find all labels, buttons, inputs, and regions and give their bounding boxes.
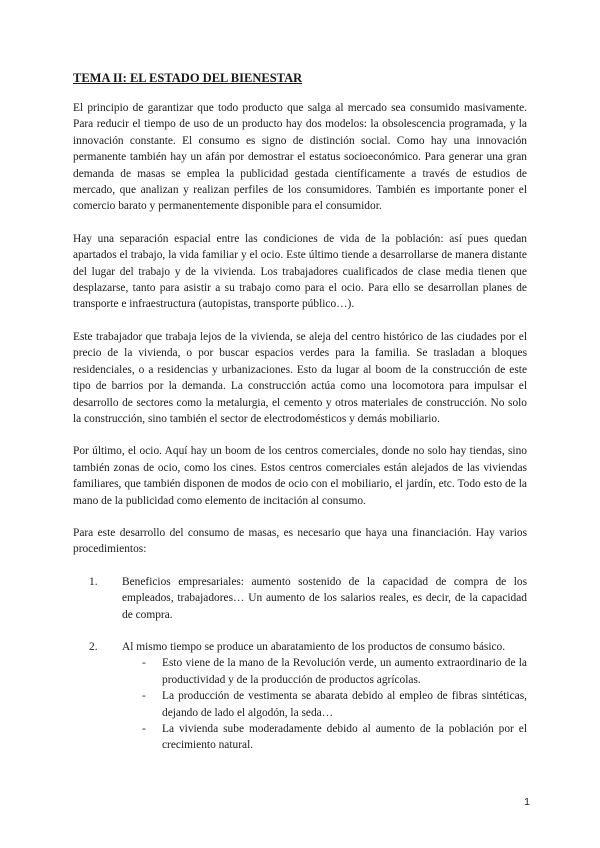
paragraph: Hay una separación espacial entre las condiciones de vida de la población: así pues quedan apartados el trabajo, la vida familiar y el ocio. Este último tiende a desarrollarse de manera distante del lugar del trabajo y de la vivienda. Los trabajadores cualificados de clase media tienen que desplazarse, tanto para asistir a su trabajo como para el ocio. Para ello se desarrollan planes de transporte e infraestructura (autopistas, transporte público…). [73, 232, 527, 311]
paragraph: El principio de garantizar que todo producto que salga al mercado sea consumido masivamente. Para reducir el tiempo de uso de un producto hay dos modelos: la obsolescencia programada, y la innovación constante. El consumo es signo de distinción social. Como hay una innovación permanente también hay un afán por demostrar el estatus socioeconómico. Para generar una gran demanda de masas se emplea la publicidad gestada científicamente a través de estudios de mercado, que analizan y realizan perfiles de los consumidores. También es importante poner el comercio barato y permanentemente disponible para el consumidor. [73, 102, 527, 213]
sub-list-item-text: Esto viene de la mano de la Revolución verde, un aumento extraordinario de la productividad y de la producción de productos agrícolas. [162, 657, 527, 686]
sub-list-item [142, 655, 527, 688]
page-number: 1 [524, 796, 530, 808]
sub-list-item-text: La vivienda sube moderadamente debido al aumento de la población por el crecimiento natural. [162, 723, 527, 752]
sub-list-item-text: La producción de vestimenta se abarata debido al empleo de fibras sintéticas, dejando de lado el algodón, la seda… [162, 690, 527, 719]
dash-bullet: - [142, 690, 146, 703]
sub-list-item [142, 688, 527, 721]
dash-bullet: - [142, 657, 146, 670]
list-item [89, 574, 527, 623]
sub-list [122, 655, 527, 753]
sub-list-item [142, 721, 527, 754]
list-item-text: Al mismo tiempo se produce un abaratamiento de los productos de consumo básico. [122, 640, 506, 653]
paragraph: Este trabajador que trabaja lejos de la vivienda, se aleja del centro histórico de las ciudades por el precio de la vivienda, o por buscar espacios verdes para la familia. Se trasladan a bloques residenciales, o a residencias y urbanizaciones. Esto da lugar al boom de la construcción de este tipo de barrios por la demanda. La construcción actúa como una locomotora para impulsar el desarrollo de sectores como la metalurgia, el cemento y otros materiales de construcción. No solo la construcción, sino también el sector de electrodomésticos y demás mobiliario. [73, 330, 527, 425]
list-item [89, 639, 527, 754]
dash-bullet: - [142, 723, 146, 735]
paragraph: Para este desarrollo del consumo de masas, es necesario que haya una financiación. Hay varios procedimientos: [73, 526, 527, 556]
document-body [73, 70, 527, 770]
page-title: TEMA II: EL ESTADO DEL BIENESTAR [73, 71, 303, 85]
paragraph: Por último, el ocio. Aquí hay un boom de los centros comerciales, donde no solo hay tiendas, sino también zonas de ocio, como los cines. Estos centros comerciales están alejados de las viviendas familiares, que también disponen de modos de ocio con el mobiliario, el jardín, etc. Todo esto de la mano de la publicidad como elemento de incitación al consumo. [73, 445, 527, 507]
list-number: 2. [89, 640, 98, 653]
list-item-text: Beneficios empresariales: aumento sostenido de la capacidad de compra de los empleados, trabajadores… Un aumento de los salarios reales, es decir, de la capacidad de compra. [122, 575, 527, 621]
procedures-list [73, 574, 527, 754]
list-number: 1. [89, 575, 98, 588]
